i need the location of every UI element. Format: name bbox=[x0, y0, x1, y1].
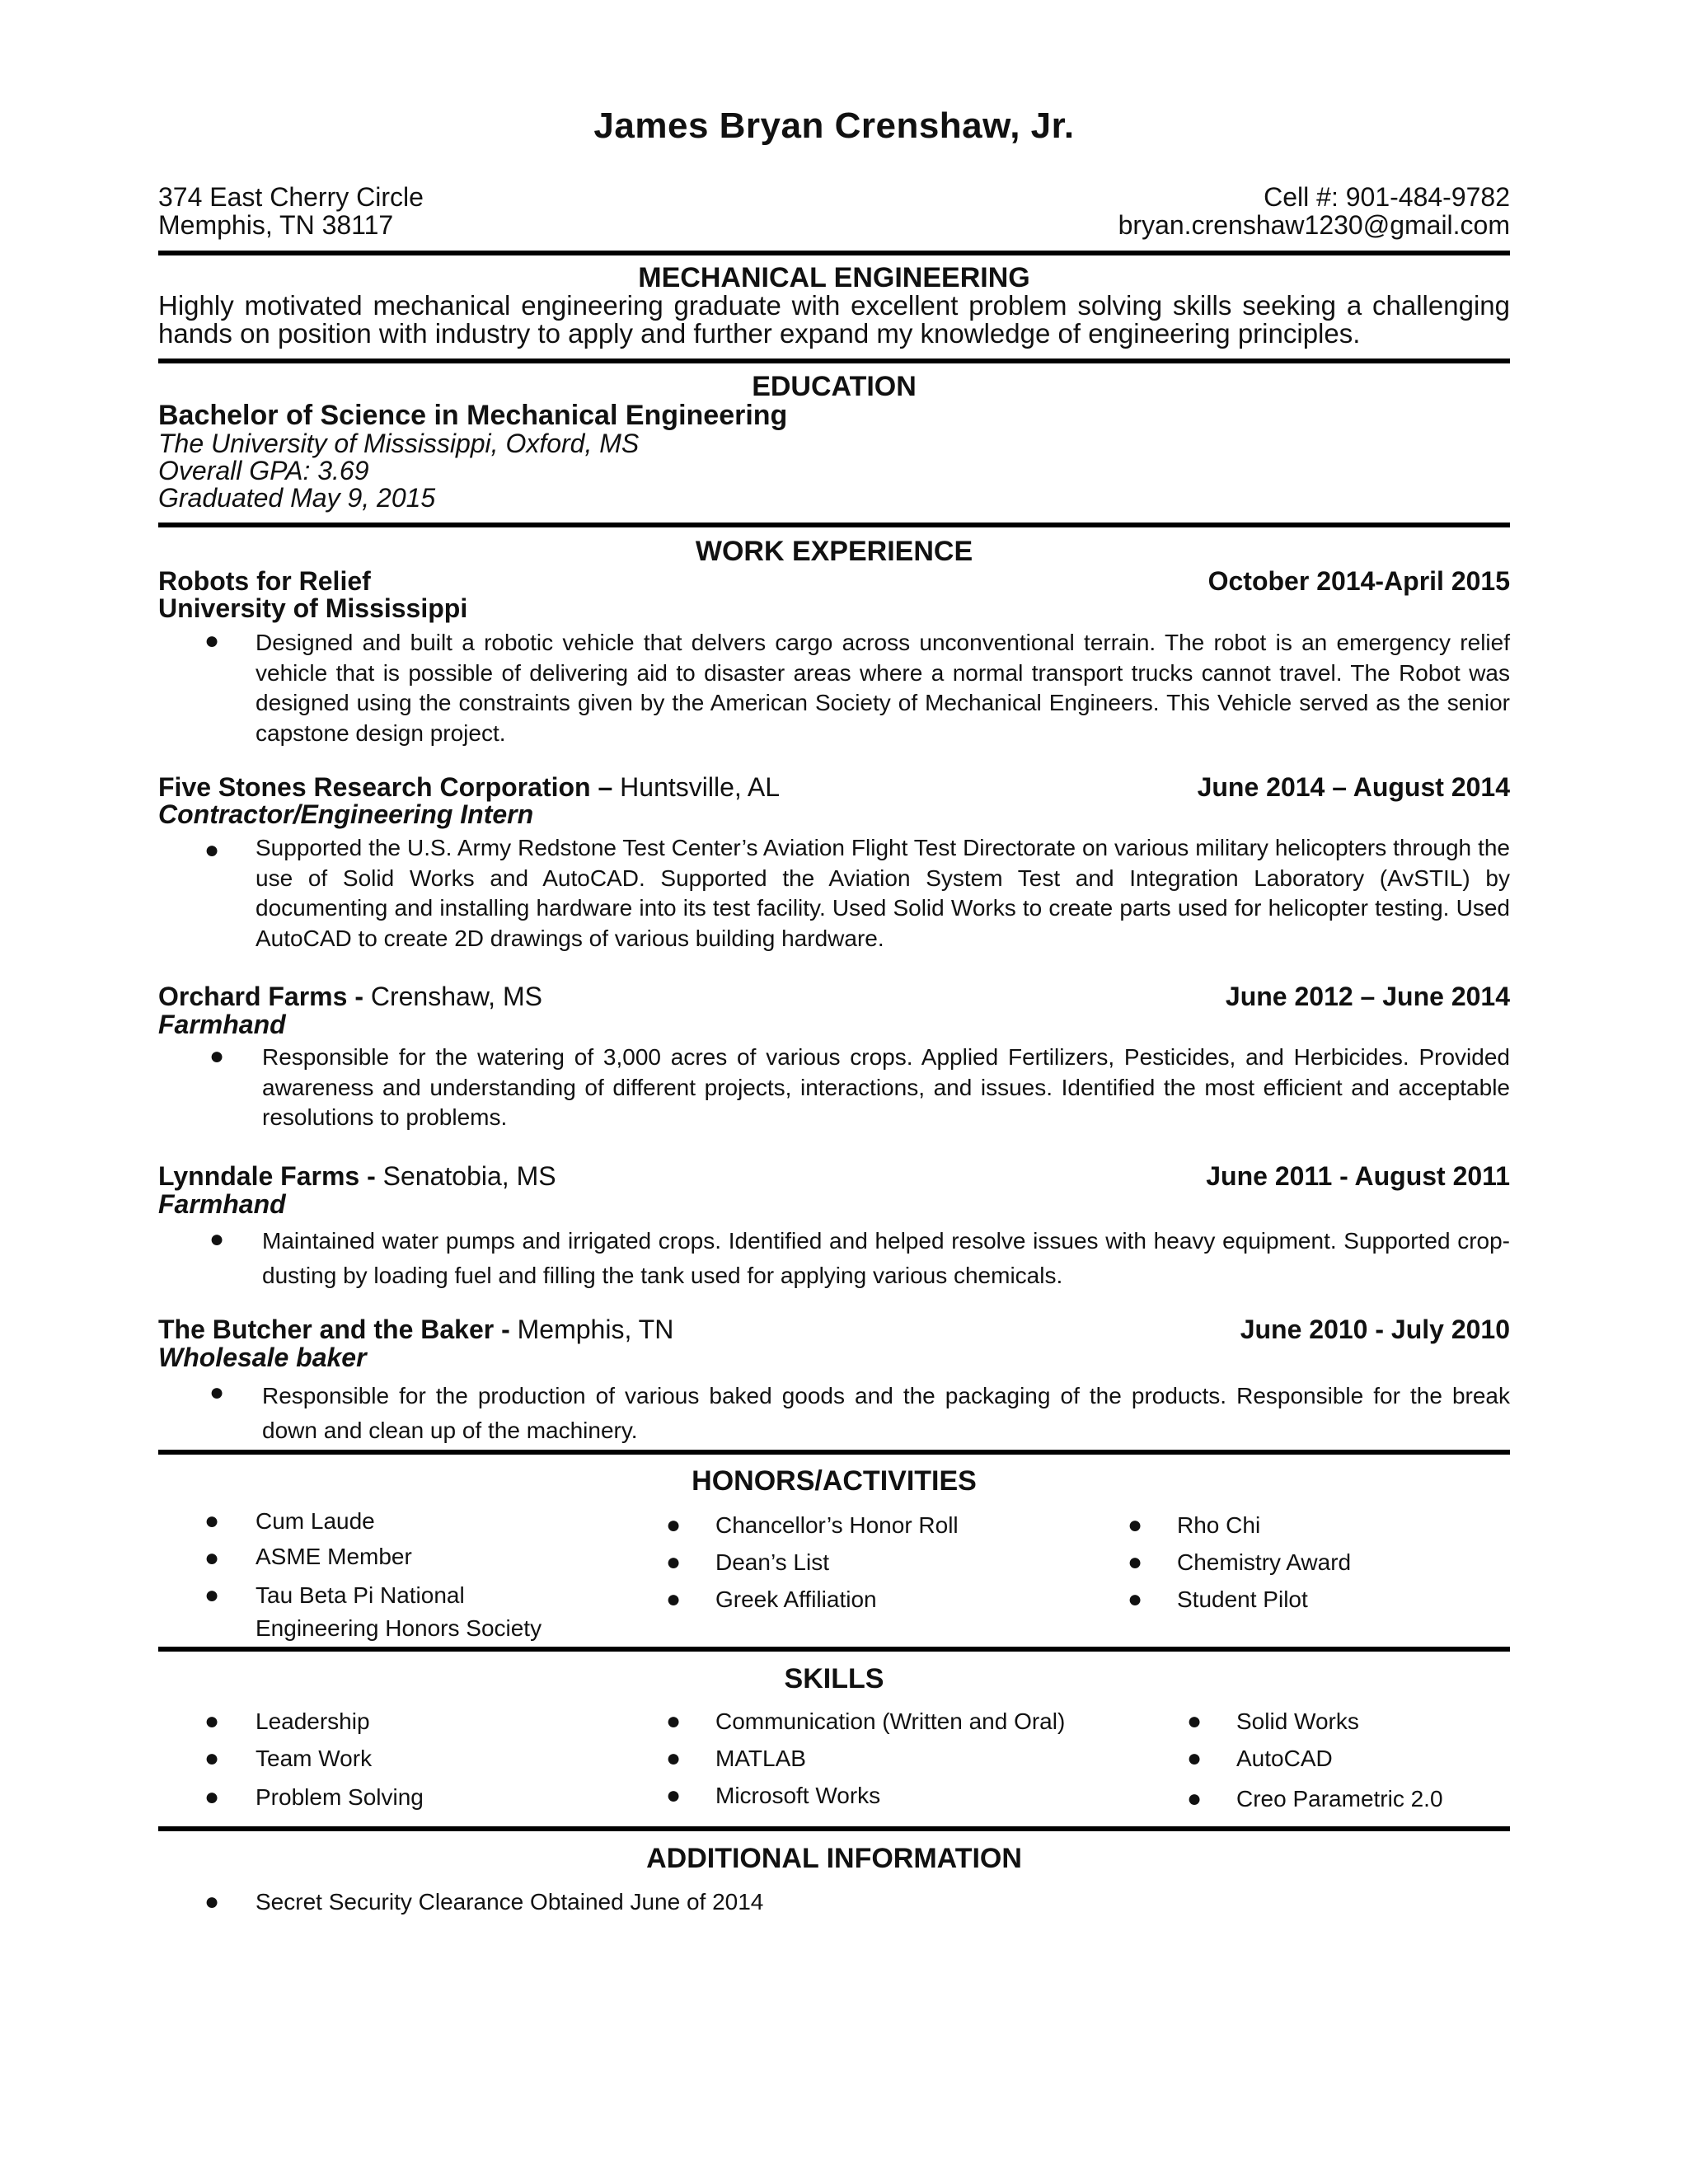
phone-number: Cell #: 901-484-9782 bbox=[1264, 182, 1510, 212]
bullet-icon: ● bbox=[209, 1379, 225, 1406]
bullet-icon: ● bbox=[209, 1226, 225, 1253]
honor-item: Dean’s List bbox=[715, 1549, 830, 1575]
bullet-icon: ● bbox=[666, 1586, 682, 1613]
bullet-icon: ● bbox=[204, 1888, 220, 1915]
skills-title: SKILLS bbox=[784, 1663, 884, 1694]
graduation-date: Graduated May 9, 2015 bbox=[158, 483, 436, 513]
job-header bbox=[158, 773, 1510, 801]
contact-block bbox=[1118, 183, 1510, 239]
honor-item: Chancellor’s Honor Roll bbox=[715, 1512, 959, 1538]
divider-rule bbox=[158, 359, 1510, 363]
job-org: Lynndale Farms - bbox=[158, 1161, 376, 1191]
bullet-icon: ● bbox=[204, 1745, 220, 1772]
bullet-icon: ● bbox=[666, 1511, 682, 1539]
job-header bbox=[158, 1315, 1510, 1343]
skill-item: Communication (Written and Oral) bbox=[715, 1708, 1066, 1734]
job-dates: June 2014 – August 2014 bbox=[1197, 772, 1510, 802]
skill-item: Problem Solving bbox=[256, 1784, 424, 1810]
objective-title: MECHANICAL ENGINEERING bbox=[638, 262, 1030, 293]
job-location: Crenshaw, MS bbox=[363, 982, 542, 1011]
job-description: Responsible for the production of various baked goods and the packaging of the products. Responsible for the break down and clean up of the machinery. bbox=[262, 1383, 1510, 1443]
job-role: Contractor/Engineering Intern bbox=[158, 799, 534, 829]
bullet-icon: ● bbox=[666, 1782, 682, 1809]
bullet-icon: ● bbox=[204, 837, 220, 864]
skill-item: Microsoft Works bbox=[715, 1783, 881, 1808]
resume-page bbox=[158, 0, 1510, 2184]
skill-item: MATLAB bbox=[715, 1746, 806, 1771]
honors-title: HONORS/ACTIVITIES bbox=[692, 1465, 977, 1497]
honor-item: ASME Member bbox=[256, 1544, 412, 1569]
divider-rule bbox=[158, 1450, 1510, 1455]
job-dates: June 2012 – June 2014 bbox=[1225, 982, 1510, 1011]
job-dates: October 2014-April 2015 bbox=[1207, 566, 1510, 596]
job-header bbox=[158, 567, 1510, 595]
divider-rule bbox=[158, 251, 1510, 255]
bullet-icon: ● bbox=[1128, 1586, 1143, 1613]
bullet-icon: ● bbox=[1128, 1549, 1143, 1576]
address-block bbox=[158, 183, 424, 239]
job-org: Five Stones Research Corporation – bbox=[158, 772, 613, 802]
job-location: Huntsville, AL bbox=[612, 772, 781, 802]
bullet-icon: ● bbox=[204, 1507, 220, 1535]
bullet-icon: ● bbox=[204, 1582, 220, 1609]
bullet-icon: ● bbox=[204, 627, 220, 654]
additional-info-title: ADDITIONAL INFORMATION bbox=[646, 1843, 1022, 1874]
skill-item: AutoCAD bbox=[1236, 1746, 1333, 1771]
address-line-2: Memphis, TN 38117 bbox=[158, 210, 394, 240]
job-org: Orchard Farms - bbox=[158, 982, 363, 1011]
objective-text: Highly motivated mechanical engineering graduate with excellent problem solving skills seeking a challenging hands on position with industry to apply and further expand my knowledge of engineering principles. bbox=[158, 290, 1510, 349]
job-description: Supported the U.S. Army Redstone Test Center’s Aviation Flight Test Directorate on various military helicopters through the use of Solid Works and AutoCAD. Supported the Aviation System Test and Integration Laboratory (AvSTIL) by documenting and installing hardware into its test facility. Used Solid Works to create parts used for helicopter testing. Used AutoCAD to create 2D drawings of various building hardware. bbox=[256, 835, 1510, 951]
honor-item: Cum Laude bbox=[256, 1508, 375, 1534]
honor-item: Student Pilot bbox=[1177, 1586, 1308, 1612]
job-description: Designed and built a robotic vehicle that delvers cargo across unconventional terrain. The robot is an emergency relief vehicle that is possible of delivering aid to disaster areas where a normal transport trucks cannot travel. The Robot was designed using the constraints given by the American Society of Mechanical Engineers. This Vehicle served as the senior capstone design project. bbox=[256, 630, 1510, 746]
job-role: University of Mississippi bbox=[158, 593, 468, 623]
job-header bbox=[158, 1162, 1510, 1190]
job-role: Farmhand bbox=[158, 1010, 286, 1039]
education-title: EDUCATION bbox=[752, 371, 917, 402]
job-location: Senatobia, MS bbox=[375, 1161, 556, 1191]
honor-item: Greek Affiliation bbox=[715, 1586, 877, 1612]
skill-item: Creo Parametric 2.0 bbox=[1236, 1786, 1443, 1811]
honor-item: Tau Beta Pi National bbox=[256, 1582, 465, 1608]
honor-item: Rho Chi bbox=[1177, 1512, 1261, 1538]
candidate-name: James Bryan Crenshaw, Jr. bbox=[593, 105, 1075, 146]
bullet-icon: ● bbox=[209, 1043, 225, 1070]
divider-rule bbox=[158, 1647, 1510, 1652]
job-description: Maintained water pumps and irrigated crops. Identified and helped resolve issues with heavy equipment. Supported crop-dusting by loading fuel and filling the tank used for applying various chemicals. bbox=[262, 1228, 1510, 1288]
skill-item: Team Work bbox=[256, 1746, 373, 1771]
job-description: Responsible for the watering of 3,000 acres of various crops. Applied Fertilizers, Pesticides, and Herbicides. Provided awareness and understanding of different projects, interactions, and issues. Identified the most efficient and acceptable resolutions to problems. bbox=[262, 1044, 1510, 1130]
bullet-icon: ● bbox=[204, 1708, 220, 1735]
bullet-icon: ● bbox=[1187, 1745, 1203, 1772]
bullet-icon: ● bbox=[666, 1745, 682, 1772]
job-role: Wholesale baker bbox=[158, 1343, 367, 1372]
job-org: The Butcher and the Baker - bbox=[158, 1315, 510, 1344]
school-name: The University of Mississippi, Oxford, MS bbox=[158, 429, 640, 458]
bullet-icon: ● bbox=[1128, 1511, 1143, 1539]
bullet-icon: ● bbox=[204, 1544, 220, 1572]
address-line-1: 374 East Cherry Circle bbox=[158, 182, 424, 212]
work-experience-title: WORK EXPERIENCE bbox=[695, 536, 973, 567]
bullet-icon: ● bbox=[204, 1783, 220, 1811]
job-dates: June 2010 - July 2010 bbox=[1240, 1315, 1510, 1344]
job-org: Robots for Relief bbox=[158, 566, 371, 596]
degree-name: Bachelor of Science in Mechanical Engineering bbox=[158, 400, 788, 431]
skill-item: Solid Works bbox=[1236, 1708, 1359, 1734]
divider-rule bbox=[158, 523, 1510, 527]
job-header bbox=[158, 982, 1510, 1010]
bullet-icon: ● bbox=[666, 1708, 682, 1735]
email-address: bryan.crenshaw1230@gmail.com bbox=[1118, 210, 1510, 240]
divider-rule bbox=[158, 1826, 1510, 1831]
additional-item: Secret Security Clearance Obtained June of 2014 bbox=[256, 1889, 764, 1915]
bullet-icon: ● bbox=[1187, 1785, 1203, 1812]
gpa: Overall GPA: 3.69 bbox=[158, 456, 369, 485]
job-dates: June 2011 - August 2011 bbox=[1206, 1161, 1510, 1191]
honor-item: Chemistry Award bbox=[1177, 1549, 1352, 1575]
bullet-icon: ● bbox=[1187, 1708, 1203, 1735]
skill-item: Leadership bbox=[256, 1708, 370, 1734]
honor-item: Engineering Honors Society bbox=[256, 1615, 542, 1641]
job-location: Memphis, TN bbox=[509, 1315, 674, 1344]
bullet-icon: ● bbox=[666, 1549, 682, 1576]
job-role: Farmhand bbox=[158, 1189, 286, 1219]
